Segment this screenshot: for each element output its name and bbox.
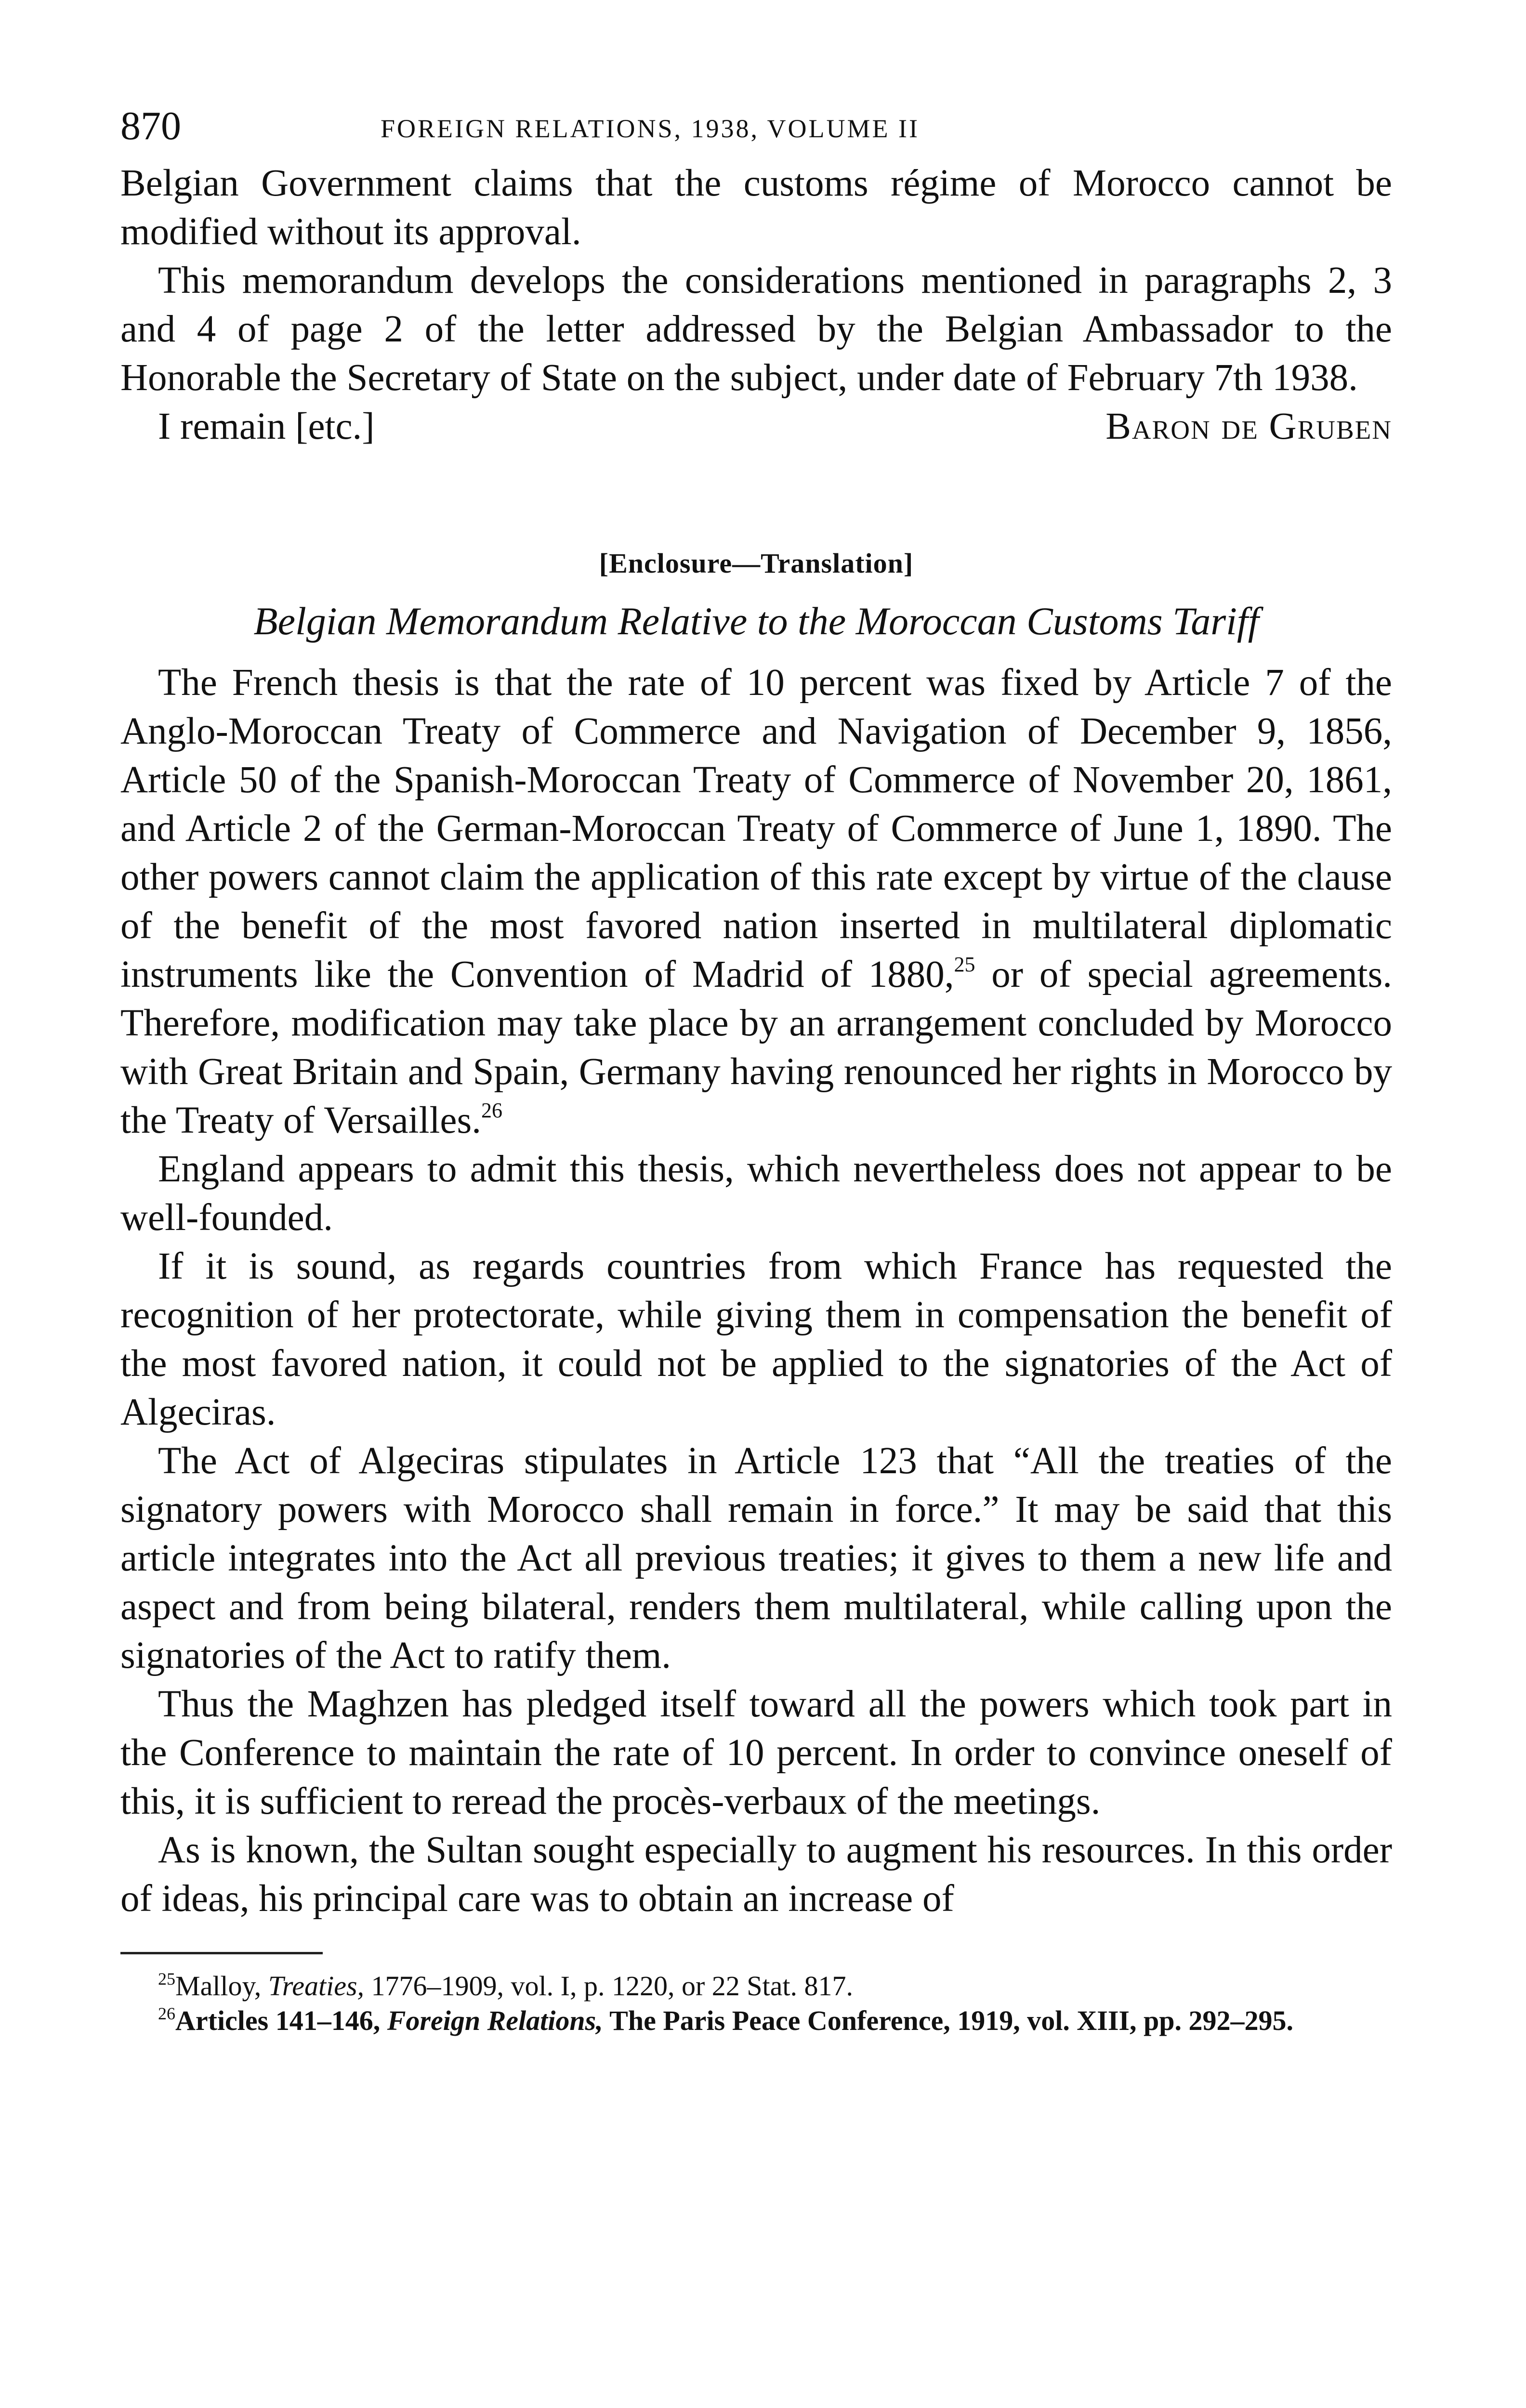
memorandum-paragraph-6: As is known, the Sultan sought especially to augment his resources. In this order of ideas, his principal care was to obtain an increase of <box>120 1829 1392 1920</box>
footnote-26-post: The Paris Peace Conference, 1919, vol. XIII, pp. 292–295. <box>603 2005 1293 2036</box>
footnotes <box>120 1969 1392 2038</box>
footnote-25 <box>120 1969 1392 2003</box>
footnote-26-number: 26 <box>158 2004 175 2023</box>
footnote-ref-25: 25 <box>954 953 975 976</box>
footnote-25-number: 25 <box>158 1969 175 1989</box>
document-page <box>120 96 1392 2038</box>
memorandum-paragraph-1-part-a: The French thesis is that the rate of 10 percent was fixed by Article 7 of the Anglo-Moroccan Treaty of Commerce and Navigation of December 9, 1856, Article 50 of the Spanish-Moroccan Treaty of Commerce of November 20, 1861, and Article 2 of the German-Moroccan Treaty of Commerce of June 1, 1890. The other powers cannot claim the application of this rate except by virtue of the clause of the benefit of the most favored nation inserted in multilateral diplomatic instruments like the Convention of Madrid of 1880, <box>120 662 1392 995</box>
letter-paragraph-1: Belgian Government claims that the customs régime of Morocco cannot be modified without its approval. <box>120 162 1392 253</box>
memorandum-paragraph-1 <box>120 658 1392 1145</box>
footnote-25-post: 1776–1909, vol. I, p. 1220, or 22 Stat. 817. <box>364 1970 854 2002</box>
running-header <box>120 96 1392 159</box>
footnote-divider <box>120 1952 323 1954</box>
page-number: 870 <box>120 104 181 148</box>
letter-signature: Baron de Gruben <box>1105 406 1392 447</box>
letter-paragraph-2: This memorandum develops the considerations mentioned in paragraphs 2, 3 and 4 of page 2 of the letter addressed by the Belgian Ambassador to the Honorable the Secretary of State on the subject, under date of February 7th 1938. <box>120 260 1392 399</box>
memorandum-paragraph-5: Thus the Maghzen has pledged itself toward all the powers which took part in the Conference to maintain the rate of 10 percent. In order to convince oneself of this, it is sufficient to reread the procès-verbaux of the meetings. <box>120 1683 1392 1822</box>
footnote-25-pre: Malloy, <box>175 1970 268 2002</box>
memorandum-paragraph-1-part-b: or of special agreements. Therefore, modification may take place by an arrangement concluded by Morocco with Great Britain and Spain, Germany having renounced her rights in Morocco by the Treaty of Versailles. <box>120 954 1392 1141</box>
footnote-26 <box>120 2003 1392 2038</box>
footnote-ref-26: 26 <box>481 1099 502 1122</box>
letter-closing: I remain [etc.] <box>158 406 375 447</box>
running-title: FOREIGN RELATIONS, 1938, VOLUME II <box>381 114 920 143</box>
letter-section <box>120 159 1392 451</box>
enclosure-label: [Enclosure—Translation] <box>599 548 914 579</box>
memorandum-paragraph-4: The Act of Algeciras stipulates in Article 123 that “All the treaties of the signatory powers with Morocco shall remain in force.” It may be said that this article integrates into the Act all previous treaties; it gives to them a new life and aspect and from being bilateral, renders them multilateral, while calling upon the signatories of the Act to ratify them. <box>120 1440 1392 1676</box>
letter-closing-line <box>120 402 1392 451</box>
memorandum-section <box>120 658 1392 1923</box>
footnote-26-title: Foreign Relations, <box>387 2005 603 2036</box>
footnote-25-title: Treaties, <box>268 1970 365 2002</box>
memorandum-title: Belgian Memorandum Relative to the Moroccan Customs Tariff <box>253 599 1259 643</box>
memorandum-paragraph-3: If it is sound, as regards countries from which France has requested the recognition of her protectorate, while giving them in compensation the benefit of the most favored nation, it could not be applied to the signatories of the Act of Algeciras. <box>120 1245 1392 1433</box>
memorandum-paragraph-2: England appears to admit this thesis, which nevertheless does not appear to be well-founded. <box>120 1148 1392 1239</box>
footnote-26-pre: Articles 141–146, <box>175 2005 387 2036</box>
